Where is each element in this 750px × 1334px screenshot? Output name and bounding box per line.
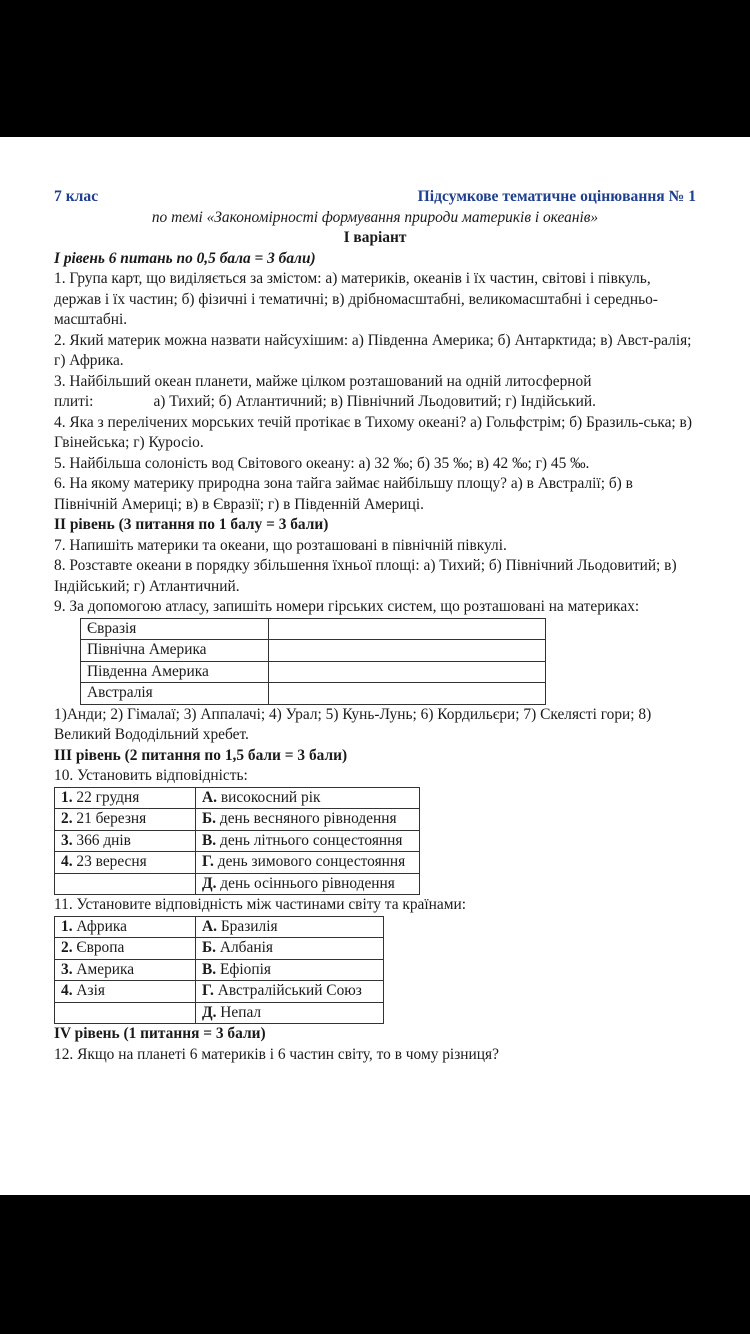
right-cell: Д. Непал — [196, 1002, 384, 1024]
level3-title: ІІІ рівень (2 питання по 1,5 бали = 3 бали) — [54, 746, 348, 764]
continent-cell: Північна Америка — [81, 640, 269, 662]
question-11: 11. Установите відповідність між частинами світу та країнами: — [54, 896, 466, 913]
table-row — [55, 981, 384, 1003]
left-cell: 1. 22 грудня — [55, 787, 196, 809]
left-cell: 3. 366 днів — [55, 830, 196, 852]
table-row — [55, 916, 384, 938]
bottom-black-bar — [0, 1195, 750, 1334]
document-header — [54, 187, 696, 208]
table-row — [55, 787, 420, 809]
right-cell: Г. день зимового сонцестояння — [196, 852, 420, 874]
question-3 — [54, 372, 696, 413]
left-cell — [55, 1002, 196, 1024]
question-12: 12. Якщо на планеті 6 материків і 6 частин світу, то в чому різниця? — [54, 1045, 499, 1063]
continents-table — [80, 618, 546, 705]
table-row — [81, 618, 546, 640]
right-cell: Б. день весняного рівнодення — [196, 809, 420, 831]
left-cell: 4. Азія — [55, 981, 196, 1003]
continent-cell: Австралія — [81, 683, 269, 705]
question-1: 1. Група карт, що виділяється за змістом: а) материків, океанів і їх частин, світові і півкуль, держав і їх частин; б) фізичні і тематичні; в) дрібномасштабні, великомасштабні і середньо-масштабні. — [54, 270, 658, 328]
right-cell: В. Ефіопія — [196, 959, 384, 981]
left-cell: 2. Європа — [55, 938, 196, 960]
assessment-title: Підсумкове тематичне оцінювання № 1 — [417, 188, 696, 205]
question-8: 8. Розставте океани в порядку збільшення їхньої площі: а) Тихий; б) Північний Льодовитий; в) Індійський; г) Атлантичний. — [54, 557, 677, 595]
answer-cell — [269, 640, 546, 662]
topic-line: по темі «Закономірності формування природи материків і океанів» — [151, 208, 599, 226]
answer-cell — [269, 661, 546, 683]
answer-cell — [269, 683, 546, 705]
table-row — [81, 661, 546, 683]
question-6: 6. На якому материку природна зона тайга займає найбільшу площу? а) в Австралії; б) в Північній Америці; в) в Євразії; г) в Південній Америці. — [54, 475, 633, 513]
level2-title: ІІ рівень (3 питання по 1 балу = 3 бали) — [54, 516, 329, 533]
right-cell: А. високосний рік — [196, 787, 420, 809]
table-row — [55, 1002, 384, 1024]
answer-cell — [269, 618, 546, 640]
continent-cell: Євразія — [81, 618, 269, 640]
right-cell: А. Бразилія — [196, 916, 384, 938]
question-2: 2. Який материк можна назвати найсухішим: а) Південна Америка; б) Антарктида; в) Авст-ралія; г) Африка. — [54, 331, 692, 369]
table-row — [55, 852, 420, 874]
question-5: 5. Найбільша солоність вод Світового океану: а) 32 ‰; б) 35 ‰; в) 42 ‰; г) 45 ‰. — [54, 454, 590, 472]
question-3-options: а) Тихий; б) Атлантичний; в) Північний Льодовитий; г) Індійський. — [153, 393, 596, 410]
question-4: 4. Яка з перелічених морських течій протікає в Тихому океані? а) Гольфстрім; б) Бразиль-ська; в) Гвінейська; г) Куросіо. — [54, 413, 692, 451]
level1-title: І рівень 6 питань по 0,5 бала = 3 бали) — [54, 249, 316, 267]
table-row — [55, 830, 420, 852]
question-9: 9. За допомогою атласу, запишіть номери гірських систем, що розташовані на материках: — [54, 598, 640, 615]
right-cell: Г. Австралійський Союз — [196, 981, 384, 1003]
left-cell — [55, 873, 196, 895]
table-row — [55, 809, 420, 831]
left-cell: 4. 23 вересня — [55, 852, 196, 874]
table-row — [55, 873, 420, 895]
table-row — [81, 683, 546, 705]
right-cell: Б. Албанія — [196, 938, 384, 960]
continent-cell: Південна Америка — [81, 661, 269, 683]
table-row — [55, 938, 384, 960]
left-cell: 1. Африка — [55, 916, 196, 938]
left-cell: 2. 21 березня — [55, 809, 196, 831]
left-cell: 3. Америка — [55, 959, 196, 981]
table-row — [55, 959, 384, 981]
mountains-list: 1)Анди; 2) Гімалаї; 3) Аппалачі; 4) Урал; 5) Кунь-Лунь; 6) Кордильєри; 7) Скелясті гори; 8) Великий Вододільний хребет. — [54, 705, 652, 743]
question-10: 10. Установить відповідність: — [54, 767, 248, 784]
document-content — [54, 187, 696, 1065]
variant-title: І варіант — [343, 229, 407, 246]
document-page — [0, 137, 750, 1195]
level4-title: IV рівень (1 питання = 3 бали) — [54, 1025, 266, 1042]
matching-table-10 — [54, 787, 420, 896]
question-3-text: 3. Найбільший океан планети, майже цілком розташований на одній литосферной плиті: — [54, 372, 592, 410]
top-black-bar — [0, 0, 750, 137]
grade-label: 7 клас — [54, 188, 99, 205]
question-7: 7. Напишіть материки та океани, що розташовані в північній півкулі. — [54, 536, 507, 554]
matching-table-11 — [54, 916, 384, 1025]
table-row — [81, 640, 546, 662]
right-cell: В. день літнього сонцестояння — [196, 830, 420, 852]
right-cell: Д. день осіннього рівнодення — [196, 873, 420, 895]
